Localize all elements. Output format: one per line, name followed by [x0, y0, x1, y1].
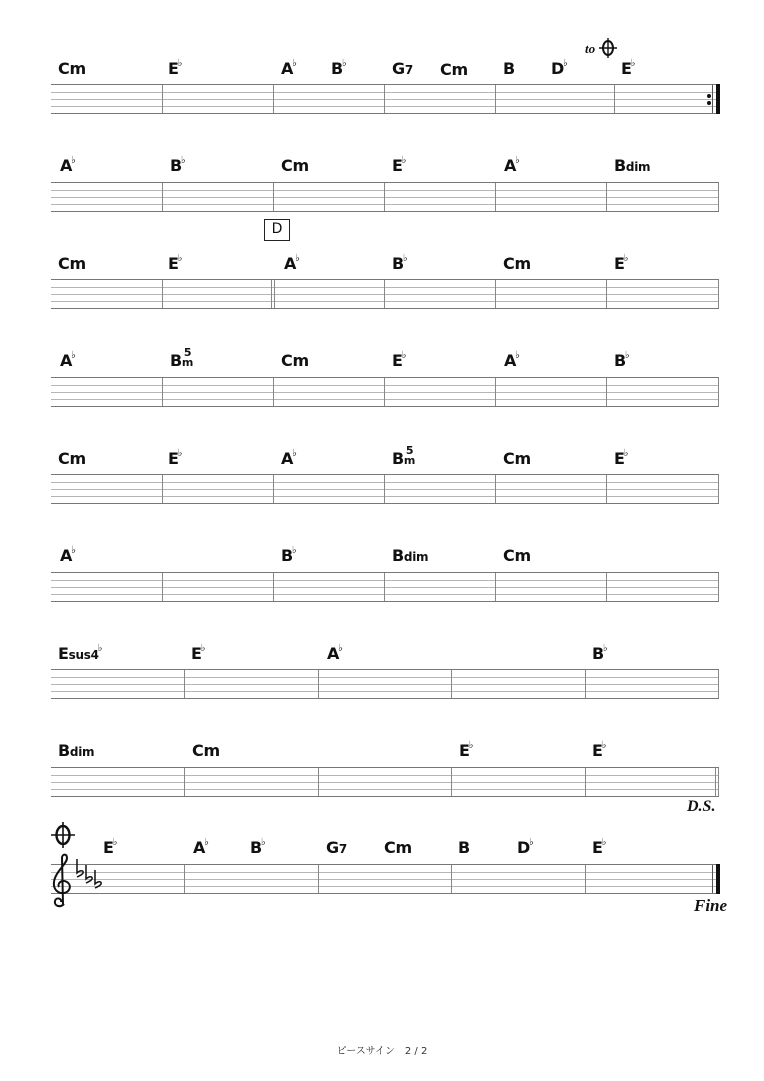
chord-s3-3: A♭	[284, 253, 300, 273]
chord-s1-8: D♭	[551, 58, 568, 78]
chord-s5-4: B 5 m	[392, 444, 416, 468]
chord-s9-2: A♭	[193, 837, 209, 857]
chord-s9-4: G7	[326, 838, 347, 857]
chord-s5-1: Cm	[58, 449, 86, 468]
chord-s9-8: E♭	[592, 837, 607, 857]
chord-s3-5: Cm	[503, 254, 531, 273]
chord-s3-2: E♭	[168, 253, 183, 273]
chord-s9-1: E♭	[103, 837, 118, 857]
chord-s1-1: Cm	[58, 59, 86, 78]
chord-s8-1: Bdim	[58, 741, 95, 760]
chord-s1-2: E♭	[168, 58, 183, 78]
chord-s2-2: B♭	[170, 155, 186, 175]
staff-system-2	[51, 182, 719, 212]
chord-s7-4: B♭	[592, 643, 608, 663]
chord-s3-1: Cm	[58, 254, 86, 273]
chord-s2-1: A♭	[60, 155, 76, 175]
to-coda-text: to	[585, 41, 596, 56]
chord-s6-1: A♭	[60, 545, 76, 565]
chord-s9-7: D♭	[517, 837, 534, 857]
chord-s1-4: B♭	[331, 58, 347, 78]
chord-s3-6: E♭	[614, 253, 629, 273]
chord-s1-7: B	[503, 59, 515, 78]
chord-s2-3: Cm	[281, 156, 309, 175]
chord-s7-3: A♭	[327, 643, 343, 663]
chord-s2-6: Bdim	[614, 156, 651, 175]
chord-s1-6: Cm	[440, 60, 468, 79]
chord-s8-4: E♭	[592, 740, 607, 760]
staff-system-1	[51, 84, 719, 114]
fine-text: Fine	[694, 896, 728, 915]
treble-clef-icon	[50, 852, 76, 910]
staff-system-9	[51, 864, 719, 894]
chord-s6-3: Bdim	[392, 546, 429, 565]
chord-s9-6: B	[458, 838, 470, 857]
chord-s4-4: E♭	[392, 350, 407, 370]
chord-s5-6: E♭	[614, 448, 629, 468]
chord-s4-5: A♭	[504, 350, 520, 370]
coda-icon	[599, 38, 617, 58]
chord-s6-4: Cm	[503, 546, 531, 565]
chord-s4-3: Cm	[281, 351, 309, 370]
rehearsal-mark: D	[264, 219, 290, 241]
chord-s9-5: Cm	[384, 838, 412, 857]
flat-key-signature-icon	[74, 857, 102, 891]
staff-system-4	[51, 377, 719, 407]
chord-s5-3: A♭	[281, 448, 297, 468]
chord-s7-1: Esus4♭	[58, 643, 103, 663]
staff-system-3	[51, 279, 719, 309]
chord-s6-2: B♭	[281, 545, 297, 565]
staff-system-5	[51, 474, 719, 504]
dal-segno-text: D.S.	[687, 798, 716, 815]
chord-s7-2: E♭	[191, 643, 206, 663]
chord-s4-6: B♭	[614, 350, 630, 370]
chord-s1-9: E♭	[621, 58, 636, 78]
chord-s5-2: E♭	[168, 448, 183, 468]
chord-s9-3: B♭	[250, 837, 266, 857]
page-footer: ピースサイン 2 / 2	[336, 1046, 428, 1057]
coda-sign-icon	[51, 822, 75, 848]
chord-s8-2: Cm	[192, 741, 220, 760]
staff-system-6	[51, 572, 719, 602]
chord-s8-3: E♭	[459, 740, 474, 760]
chord-s5-5: Cm	[503, 449, 531, 468]
chord-s1-3: A♭	[281, 58, 297, 78]
chord-s4-2: B 5 m	[170, 346, 194, 370]
chord-s3-4: B♭	[392, 253, 408, 273]
staff-system-7	[51, 669, 719, 699]
staff-system-8	[51, 767, 719, 797]
chord-s4-1: A♭	[60, 350, 76, 370]
chord-s2-5: A♭	[504, 155, 520, 175]
chord-s2-4: E♭	[392, 155, 407, 175]
chord-s1-5: G7	[392, 59, 413, 78]
